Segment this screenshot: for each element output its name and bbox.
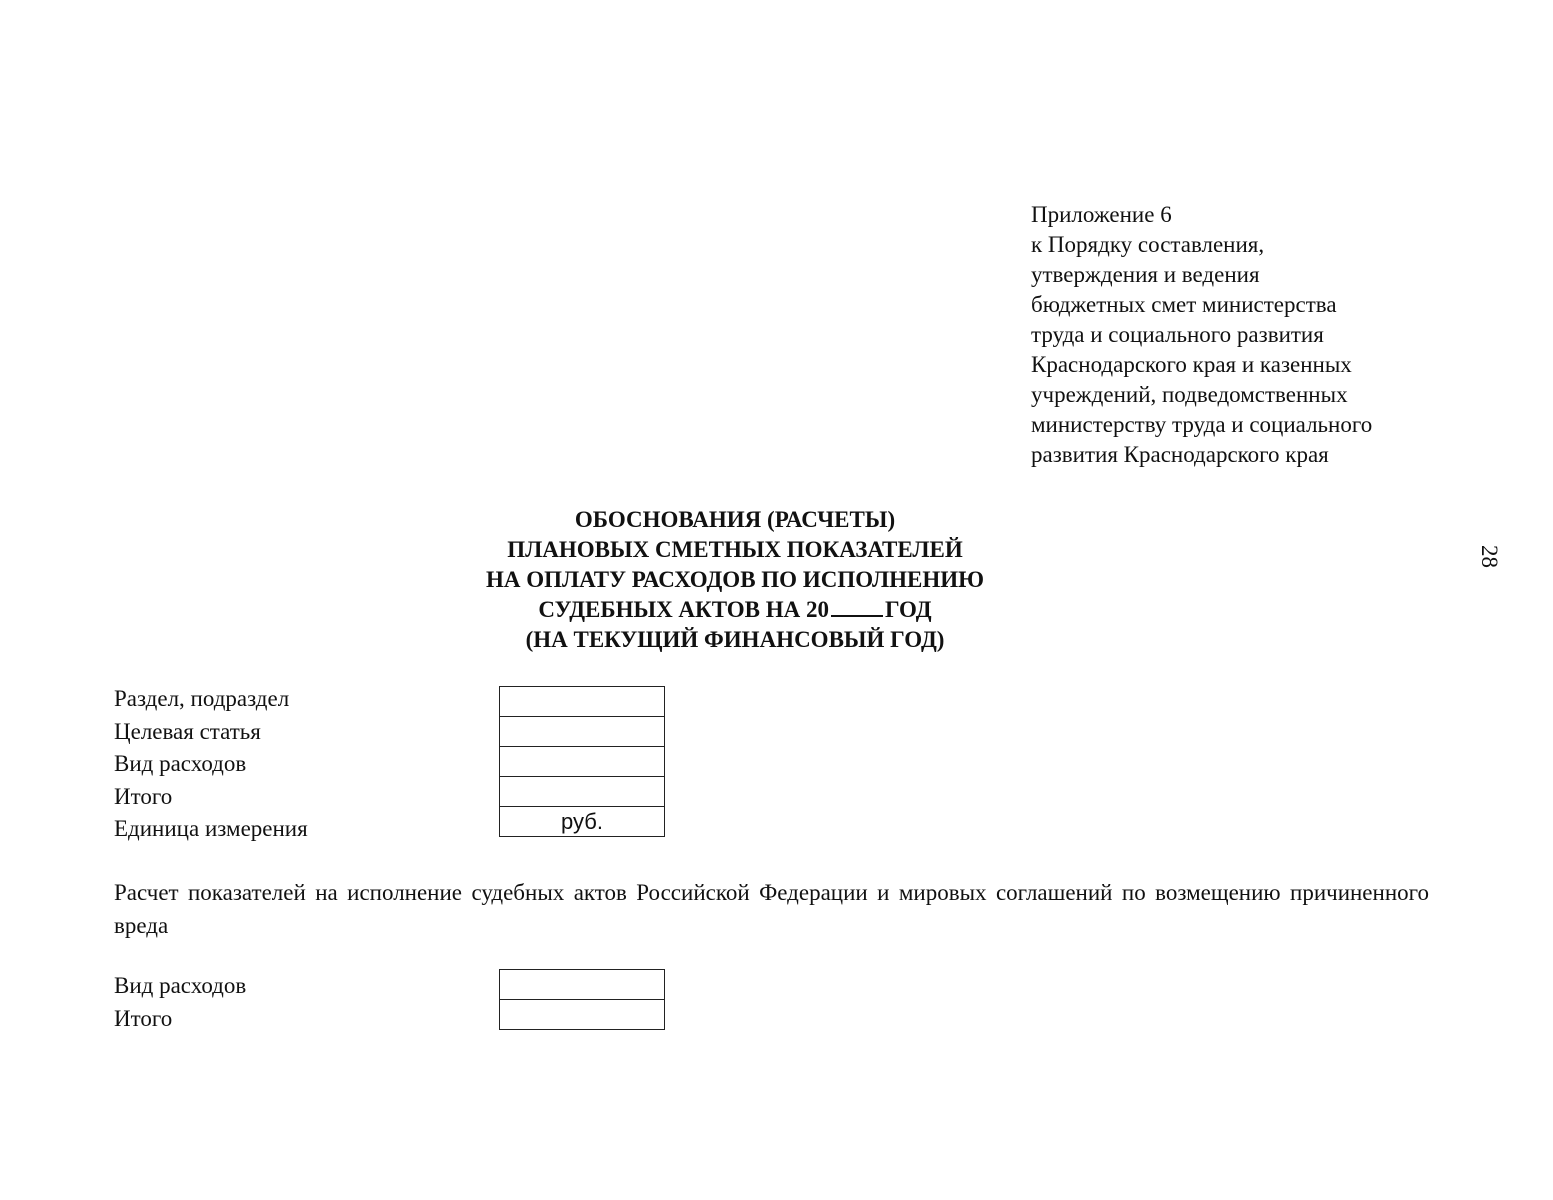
title-line: ОБОСНОВАНИЯ (РАСЧЕТЫ)	[574, 507, 896, 532]
appendix-line: к Порядку составления,	[1031, 232, 1265, 257]
appendix-line: утверждения и ведения	[1031, 262, 1260, 287]
appendix-line: труда и социального развития	[1031, 322, 1324, 347]
appendix-line: министерству труда и социального	[1031, 412, 1373, 437]
title-year-suffix: ГОД	[884, 597, 932, 622]
form2-labels	[114, 970, 246, 1035]
total-field[interactable]	[500, 777, 664, 807]
title-line-year	[380, 595, 1090, 625]
appendix-line: учреждений, подведомственных	[1031, 382, 1348, 407]
target-article-field[interactable]	[500, 717, 664, 747]
expense-type-field[interactable]	[500, 747, 664, 777]
expense-type-field-2[interactable]	[500, 970, 664, 1000]
title-line: (НА ТЕКУЩИЙ ФИНАНСОВЫЙ ГОД)	[525, 627, 945, 652]
title-year-prefix: СУДЕБНЫХ АКТОВ НА 20	[538, 597, 829, 622]
label-target-article: Целевая статья	[114, 718, 261, 744]
appendix-line: Краснодарского края и казенных	[1031, 352, 1352, 377]
label-expense-type: Вид расходов	[114, 973, 247, 998]
title-line: НА ОПЛАТУ РАСХОДОВ ПО ИСПОЛНЕНИЮ	[485, 567, 984, 592]
section-field[interactable]	[500, 687, 664, 717]
page-number: 28	[1477, 545, 1502, 568]
form1-labels	[114, 683, 308, 846]
form2-boxes	[499, 969, 665, 1030]
calculation-description: Расчет показателей на исполнение судебных актов Российской Федерации и мировых соглашений по возмещению причиненного вреда	[114, 880, 1429, 938]
appendix-line: бюджетных смет министерства	[1031, 292, 1337, 317]
appendix-note	[1031, 200, 1501, 470]
total-field-2[interactable]	[500, 1000, 664, 1029]
label-total: Итого	[114, 1005, 173, 1031]
label-section: Раздел, подраздел	[114, 686, 290, 711]
label-expense-type: Вид расходов	[114, 751, 247, 776]
label-unit: Единица измерения	[114, 816, 308, 841]
label-total: Итого	[114, 783, 173, 809]
document-title	[380, 505, 1090, 655]
form1-boxes	[499, 686, 665, 837]
title-line: ПЛАНОВЫХ СМЕТНЫХ ПОКАЗАТЕЛЕЙ	[507, 537, 963, 562]
year-blank-field[interactable]	[831, 595, 883, 617]
appendix-line: развития Краснодарского края	[1031, 442, 1329, 467]
unit-field[interactable]: руб.	[561, 809, 603, 834]
appendix-line: Приложение 6	[1031, 202, 1172, 227]
